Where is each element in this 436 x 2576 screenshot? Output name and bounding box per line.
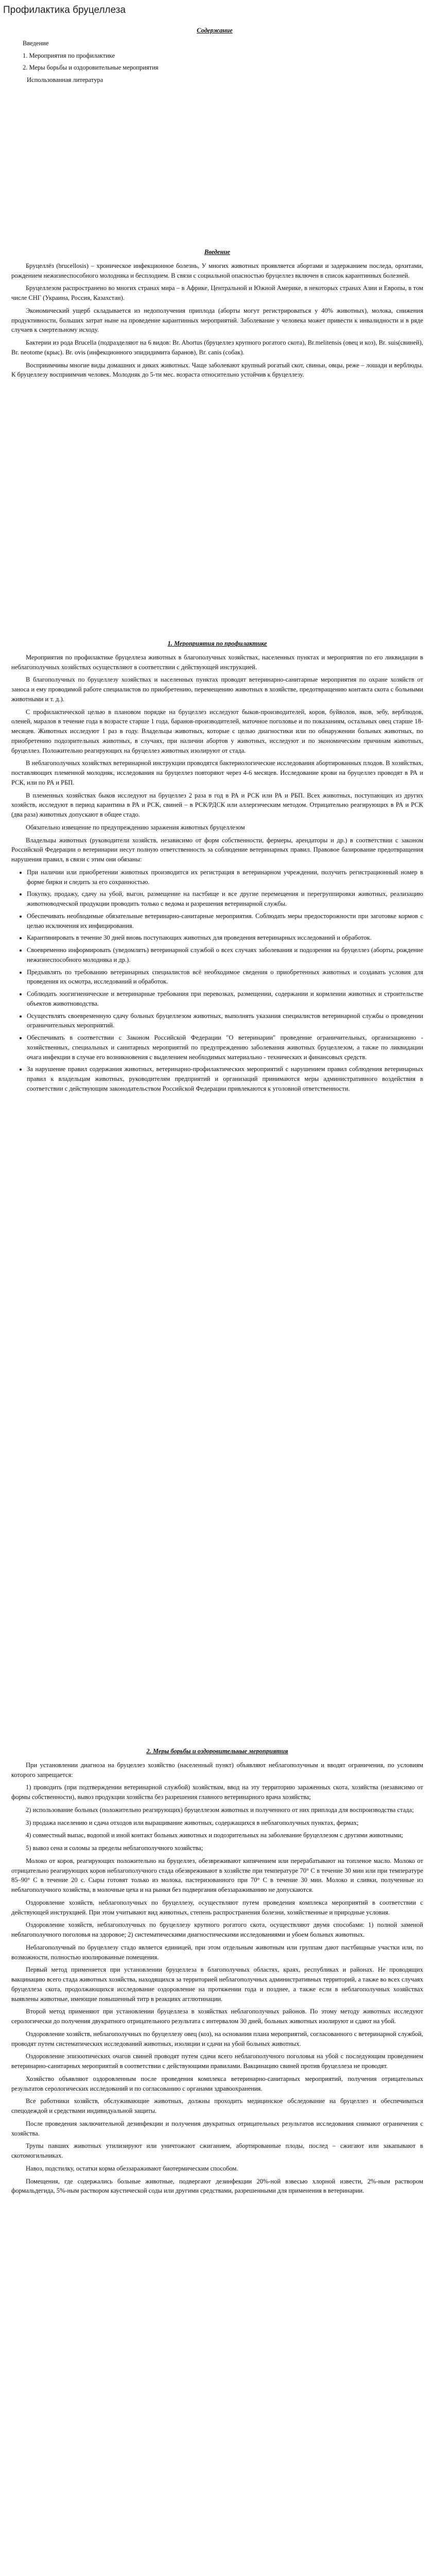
prevention-paragraph: В неблагополучных хозяйствах ветеринарной инструкции проводятся бактериологические исследования абортированных плодов. В хозяйствах, поставляющих племенной молодняк, исследования на бруцеллез повторяют через 4-6 месяцев. Исследование крови на бруцеллез проводят в РА и РСК, или по РА и РБП. [11, 759, 423, 786]
control-paragraph: 4) совместный выпас, водопой и иной контакт больных животных и подозрительных на заболевание бруцеллезом с другими животными; [26, 1832, 403, 1839]
prevention-paragraphs [11, 653, 423, 865]
obligations-list [11, 868, 423, 1094]
prevention-section [11, 639, 423, 1097]
control-paragraph: Навоз, подстилку, остатки корма обеззараживают биотермическим способом. [26, 2164, 238, 2172]
control-paragraph: 2) использование больных (положительно реагирующих) бруцеллезом животных и полученного от них приплода для воспроизводства стада; [26, 1806, 414, 1814]
prevention-paragraph: Мероприятия по профилактике бруцеллеза животных в благополучных хозяйствах, населенных пунктах и мероприятия по его ликвидации в неблагополучных хозяйствах осуществляют в соответствии с действующей инструкцией. [11, 653, 423, 671]
control-paragraphs-b [11, 2029, 423, 2196]
list-item: • Обеспечивать в соответствии с Законом Российской Федерации "О ветеринарии" проведение ограничительных, организационно - хозяйственных, специальных и санитарных мероприятий по предупреждению заболевания животных бруцеллезом, а также по ликвидации очага инфекции в случае его возникновения с выделением необходимых материально - технических и финансовых средств. [27, 1033, 423, 1062]
control-paragraph: 1) проводить (при подтверждении ветеринарной службой) хозяйствам, ввод на эту территорию зараженных скота, хозяйства (независимо от формы собственности), вывоз продукции хозяйства без разрешения главного ветеринарного врача хозяйства; [11, 1784, 423, 1801]
list-item: • Покупку, продажу, сдачу на убой, выгон, размещение на пастбище и все другие перемещения и перегруппировки животных, реализацию животноводческой продукции проводить только с ведома и разрешения ветеринарной службы. [27, 889, 423, 909]
list-item: • За нарушение правил содержания животных, ветеринарно-профилактических мероприятий с нарушением правил соблюдения ветеринарных правил к владельцам животных, руководителям предприятий и организаций принимаются меры административного воздействия в соответствии с действующим законодательством Российской Федерации привлекаются к уголовной ответственности. [27, 1064, 423, 1093]
control-paragraph: 5) вывоз сена и соломы за пределы неблагополучного хозяйства; [26, 1844, 203, 1852]
control-paragraph: Неблагополучный по бруцеллезу стадо является единицей, при этом отдельным животным или группам дают пастбищные участки или, по возможности, полностью изолированные помещения. [11, 1943, 423, 1961]
prevention-paragraph: Владельцы животных (руководители хозяйств, независимо от форм собственности, фермеры, арендаторы и др.) в соответствии с законом Российской Федерации о ветеринарии несут полную ответственность за соблюдение ветеринарных правил. Правовое базирование предотвращения нарушения правил, в связи с этим они обязаны: [11, 836, 423, 863]
control-paragraph: Все работники хозяйств, обслуживающие животных, должны проходить медицинское обследование на бруцеллез и обеспечиваться спецодеждой и средствами индивидуальной защиты. [11, 2097, 423, 2114]
control-paragraph: Второй метод применяют при установлении бруцеллеза в хозяйствах неблагополучных районов. По этому методу животных исследуют серологически до получения двукратного отрицательного результата с интервалом 30 дней, больных животных изолируют и сдают на убой. [11, 2008, 423, 2025]
control-paragraph: После проведения заключительной дезинфекции и получения двукратных отрицательных результатов исследования снимают ограничения с хозяйства. [11, 2120, 423, 2137]
toc-item-section1[interactable]: 1. Мероприятия по профилактике [23, 52, 115, 59]
intro-paragraph: Восприимчивы многие виды домашних и диких животных. Чаще заболевают крупный рогатый скот, свиньи, овцы, реже – лошади и верблюды. К бруцеллезу восприимчив человек. Молодняк до 5-ти мес. возраста относительно устойчив к бруцеллезу. [11, 361, 423, 379]
control-paragraph: 3) продажа населению и сдача отходов или выращивание животных, содержащихся в неблагополучных пунктах, фермах; [26, 1819, 359, 1826]
list-item: • Соблюдать зоогигиенические и ветеринарные требования при перевозках, размещении, содержании и кормлении животных и строительстве объектов животноводства. [27, 989, 423, 1009]
control-heading: 2. Меры борьбы и оздоровительные мероприятия [146, 1748, 288, 1755]
prevention-paragraph: С профилактической целью в плановом порядке на бруцеллез исследуют быков-производителей, коров, буйволов, яков, зебу, верблюдов, оленей, маралов в течение года в возрасте старше 1 года, баранов-производителей, маточное поголовье и по показаниям, остальных овец старше 18-месяцев. Животных исследуют 1 раз в году. Владельцы животных, которые с целью диагностики или по обнаружении больных животных, по приобретению подозрительных животных, в случаях, при наличии абортов у животных, исследуют и по экономическим причинам животных, бруцеллез. Положительно реагирующих на бруцеллез животных изолируют от стада. [11, 708, 423, 754]
control-paragraph: Трупы павших животных утилизируют или уничтожают сжиганием, абортированные плоды, послед – сжигают или закапывают в скотомогильниках. [11, 2142, 423, 2159]
control-paragraph: Помещения, где содержались больные животные, подвергают дезинфекции 20%-ной взвесью хлорной извести, 2%-ным раствором формальдегида, 5%-ным раствором каустической соды или другими средствами, разрешенными для применения в ветеринарии. [11, 2177, 423, 2195]
list-item: • Своевременно информировать (уведомлять) ветеринарной службой о всех случаях заболевания и подозрения на бруцеллез (аборты, рождение нежизнеспособного молодняка и др.). [27, 945, 423, 965]
document-title: Профилактика бруцеллеза [3, 5, 126, 15]
control-paragraph: При установлении диагноза на бруцеллез хозяйство (населенный пункт) объявляют неблагополучным и вводят ограничения, по условиям которого запрещается: [11, 1761, 423, 1778]
control-paragraph: Хозяйство объявляют оздоровленным после проведения комплекса ветеринарно-санитарных мероприятий, получения отрицательных результатов серологических исследований и по согласованию с органами здравоохранения. [11, 2075, 423, 2092]
toc-item-references[interactable]: Использованная литература [27, 76, 103, 83]
intro-paragraph: Бруцеллёз (brucellosis) – хроническое инфекционное болезнь, У многих животных проявляется абортами и задержанием последа, орхитами, рождением нежизнеспособного молодняка и бесплодием. В связи с социальной опасностью бруцеллез включен в список карантинных болезней. [11, 262, 423, 279]
intro-paragraph: Бактерии из рода Brucella (подразделяют на 6 видов: Br. Abortus (бруцеллез крупного рогатого скота), Br.melitensis (овец и коз), Br. suis(свиней), Br. neotome (крыс). Br. ovis (инфекционного эпидидимита баранов), Br. canis (собак). [11, 339, 423, 356]
control-paragraph: Оздоровление эпизоотических очагов свиней проводят путем сдачи всего неблагополучного поголовья на убой с последующим проведением ветеринарно-санитарных мероприятий в соответствии с действующими правилами. Вакцинацию свиней против бруцеллеза не проводят. [11, 2053, 423, 2070]
control-paragraph: Оздоровление хозяйств, неблагополучных по бруцеллезу крупного рогатого скота, осуществляют двумя способами: 1) полной заменой неблагополучного поголовья на здоровое; 2) систематическими диагностическими исследованиями и убоем больных животных. [11, 1921, 423, 1938]
prevention-paragraph: В благополучных по бруцеллезу хозяйствах и населенных пунктах проводят ветеринарно-санитарные мероприятия по охране хозяйств от заноса и ему проводимой работе специалистов по приобретению, перемещению животных в хозяйстве, предотвращению контакта скота с больными животными и т. д.). [11, 676, 423, 703]
intro-paragraphs [11, 261, 423, 380]
control-paragraph: Молоко от коров, реагирующих положительно на бруцеллез, обезвреживают кипячением или перерабатывают на топленое масло. Молоко от отрицательно реагирующих коров неблагополучного стада обезвреживают в хозяйстве при температуре 70° С в течение 30 мин или при температуре 85–90° С в течение 20 с. Сыры готовят только из молока, пастеризованного при 70° С в течение 30 мин. Молоко и сливки, полученные из неблагополучного хозяйства, в молочные цеха и на рынки без подвергания обеззараживанию не допускаются. [11, 1857, 423, 1893]
control-paragraph: Оздоровление хозяйств, неблагополучных по бруцеллезу, осуществляют путем проведения комплекса мероприятий в соответствии с действующей инструкцией. При этом учитывают вид животных, степень распространения болезни, хозяйственные и природные условия. [11, 1899, 423, 1916]
control-section [11, 1747, 423, 2199]
prevention-paragraph: В племенных хозяйствах быков исследуют на бруцеллез 2 раза в год в РА и РСК или РА и РБП. Всех животных, поступающих из других хозяйств, исследуют в период карантина в РА и РСК, свиней – в РСК/РДСК или аллергическим методом. Отрицательно реагирующих в РА и РСК (два раза) животных допускают в общее стадо. [11, 791, 423, 818]
list-item: • При наличии или приобретении животных производится их регистрация в ветеринарном учреждении, получить регистрационный номер в форме бирки и следить за его сохранностью. [27, 868, 423, 887]
list-item: • Обеспечивать необходимые обязательные ветеринарно-санитарные мероприятия. Соблюдать меры предосторожности при заготовке кормов с целью исключения их инфицирования. [27, 911, 423, 931]
toc-heading: Содержание [197, 27, 233, 34]
toc-item-section2[interactable]: 2. Меры борьбы и оздоровительные мероприятия [23, 64, 159, 72]
prevention-paragraph: Обязательно извещение по предупреждению заражения животных бруцеллезом [26, 823, 245, 831]
table-of-contents [11, 26, 418, 88]
list-item: • Осуществлять своевременную сдачу больных бруцеллезом животных, выполнять указания специалистов ветеринарной службы о проведении ограничительных мероприятий. [27, 1011, 423, 1031]
intro-paragraph: Экономический ущерб складывается из недополучения приплода (аборты могут регистрироваться у 40% животных), молока, снижения продуктивности, больших затрат ныне на проведение карантинных мероприятий. Заболевание у человека может привести к инвалидности и в ряде случаев к смертельному исходу. [11, 307, 423, 334]
intro-paragraph: Бруцеллезом распространено во многих странах мира – в Африке, Центральной и Южной Америке, в некоторых странах Азии и Европы, в том числе СНГ (Украина, Россия, Казахстан). [11, 284, 423, 301]
control-paragraphs-a [11, 1760, 423, 2026]
intro-section [11, 247, 423, 383]
prevention-heading: 1. Мероприятия по профилактике [167, 640, 267, 647]
control-paragraph: Первый метод применяется при установлении бруцеллеза в благополучных областях, краях, республиках и районах. Не проводящих вакцинацию всего стада животных хозяйства, находящихся за территорией неблагополучных административных территорий, а также во всех случаях бруцеллеза скота, продолжающихся исследование оздоровление на протяжении года и позднее, а также если в неблагополучных хозяйствах выявлены животные, имеющие повышенный титр в реакциях агглютинации. [11, 1966, 423, 2003]
list-item: • Карантинировать в течение 30 дней вновь поступающих животных для проведения ветеринарных исследований и обработок. [27, 933, 423, 943]
list-item: • Предъявлять по требованию ветеринарных специалистов всё необходимое сведения о приобретенных животных и создавать условия для проведения их осмотра, исследований и обработок. [27, 968, 423, 987]
intro-heading: Введение [204, 248, 231, 256]
toc-item-intro[interactable]: Введение [23, 39, 49, 47]
control-paragraph: Оздоровление хозяйств, неблагополучных по бруцеллезу овец (коз), на основании плана мероприятий, согласованного с ветеринарной службой, проводят путем систематических исследований животных, изоляции и сдачи на убой больных животных. [11, 2030, 423, 2047]
